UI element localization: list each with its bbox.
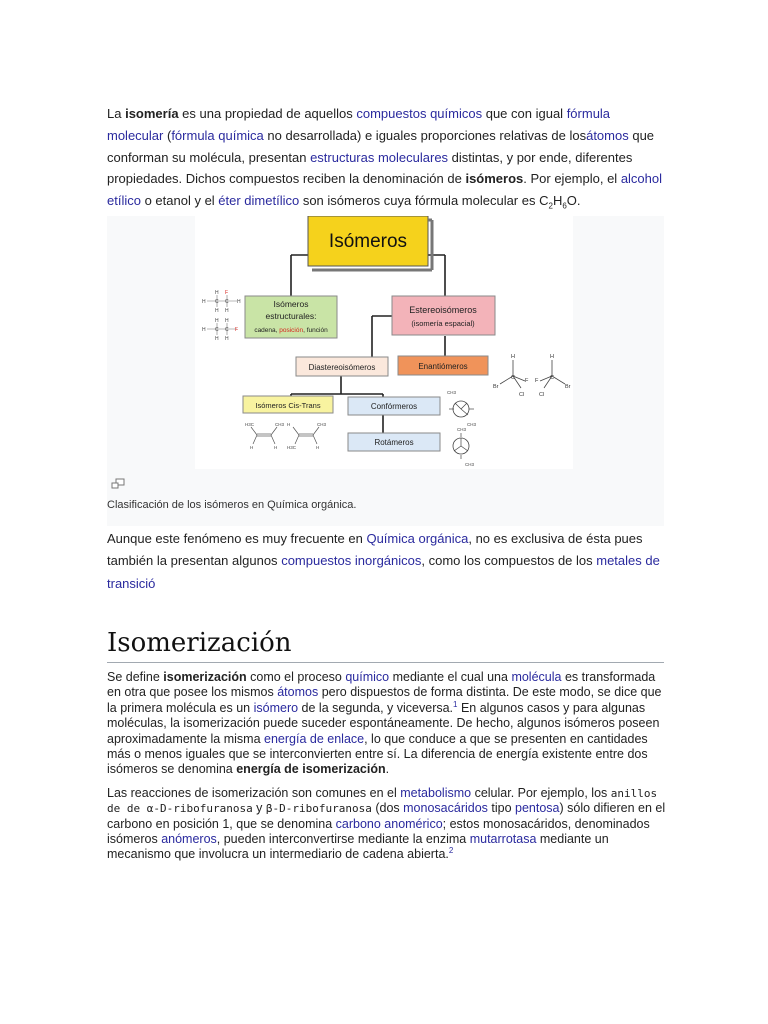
svg-text:H: H	[225, 318, 229, 324]
after-figure-paragraph	[107, 528, 667, 595]
svg-text:C: C	[225, 327, 229, 333]
magnify-icon[interactable]	[111, 478, 125, 490]
svg-text:Cl: Cl	[519, 392, 525, 398]
svg-text:H: H	[511, 354, 515, 360]
body-paragraph-2: Las reacciones de isomerización son comunes en el metabolismo celular. Por ejemplo, los anillos de de α-D-ribofuranosa y β-D-ribofuranosa (dos monosacáridos tipo pentosa) sólo difieren en el carbono en posición 1, que se denomina carbono anomérico; estos monosacáridos, denominados isómeros anómeros, pueden interconvertirse mediante la enzima mutarrotasa mediante un mecanismo que involucra un intermediario de cadena abierta.$^2$	[107, 785, 666, 862]
link-alcohol-etilico[interactable]: alcohol etílico	[107, 171, 663, 209]
intro-paragraph	[107, 103, 667, 212]
svg-text:H: H	[274, 445, 278, 450]
link-pentosa[interactable]: pentosa	[515, 801, 560, 816]
isomer-classification-diagram[interactable]	[195, 216, 573, 469]
svg-text:H: H	[237, 299, 241, 305]
intro-text: La isomería es una propiedad de aquellos compuestos químicos que con igual fórmula molecular (fórmula química no desarrollada) e iguales proporciones relativas de losátomos que conforman su molécula, presentan estructuras moleculares distintas, y por ende, diferentes propiedades. Dichos compuestos reciben la denominación de isómeros. Por ejemplo, el alcohol etílico o etanol y el éter dimetílico son isómeros cuya fórmula molecular es $C_2H_6O$.	[107, 106, 663, 211]
figure-caption: Clasificación de los isómeros en Química orgánica.	[107, 499, 357, 511]
svg-text:C: C	[215, 327, 219, 333]
link-monosacaridos[interactable]: monosacáridos	[403, 801, 488, 816]
svg-text:CH3: CH3	[275, 422, 285, 427]
after-figure-text: Aunque este fenómeno es muy frecuente en Química orgánica, no es exclusiva de ésta pues también la presentan algunos compuestos inorgánicos, como los compuestos de los metales de transició	[107, 531, 660, 591]
svg-text:F: F	[225, 290, 229, 296]
svg-text:H: H	[225, 336, 229, 342]
link-atomos[interactable]: átomos	[586, 127, 629, 143]
cis-molecule	[245, 422, 284, 450]
link-isomero[interactable]: isómero	[253, 700, 299, 715]
link-carbono-anomerico[interactable]: carbono anomérico	[335, 816, 443, 831]
isomeros-term: isómeros	[465, 171, 524, 187]
svg-text:C: C	[550, 375, 554, 381]
link-quimico[interactable]: químico	[345, 670, 390, 684]
svg-text:Cl: Cl	[539, 392, 545, 398]
svg-text:H: H	[250, 445, 254, 450]
link-compuestos-quimicos[interactable]: compuestos químicos	[356, 106, 483, 121]
root-label: Isómeros	[328, 231, 408, 252]
section-body	[107, 670, 672, 871]
link-formula-molecular[interactable]: fórmula molecular	[107, 106, 611, 143]
link-formula-quimica[interactable]: fórmula química	[171, 127, 264, 143]
svg-text:F: F	[535, 378, 539, 384]
enantiomer-molecule-2	[535, 354, 571, 398]
svg-text:H: H	[550, 354, 554, 360]
newman-projection-2	[453, 427, 474, 467]
conformeros-label: Confórmeros	[370, 402, 418, 411]
svg-text:CH3: CH3	[465, 462, 475, 467]
isomeria-term: isomería	[125, 106, 179, 121]
link-estructuras-moleculares[interactable]: estructuras moleculares	[310, 149, 449, 165]
svg-text:H: H	[287, 422, 291, 427]
svg-text:Br: Br	[493, 384, 499, 390]
reference-2[interactable]: 2	[448, 846, 454, 856]
svg-text:C: C	[215, 299, 219, 305]
enantiomer-molecule-1	[493, 354, 529, 398]
svg-text:C: C	[511, 375, 515, 381]
svg-text:H: H	[215, 290, 219, 296]
svg-text:F: F	[525, 378, 529, 384]
svg-text:H: H	[225, 308, 229, 314]
svg-text:F: F	[235, 327, 239, 333]
figure	[107, 216, 664, 526]
svg-text:CH3: CH3	[447, 390, 457, 395]
atom-h: H	[202, 299, 206, 305]
rotameros-label: Rotámeros	[374, 438, 414, 447]
svg-text:CH3: CH3	[467, 422, 477, 427]
stereo-label-1: Estereoisómeros	[409, 305, 477, 315]
svg-text:Br: Br	[565, 384, 571, 390]
diagram-svg	[195, 216, 573, 469]
trans-molecule	[287, 422, 326, 450]
body-paragraph-1: Se define isomerización como el proceso químico mediante el cual una molécula es transformada en otra que posee los mismos átomos pero dispuestos de forma distinta. De este modo, se dice que la primera molécula es un isómero de la segunda, y viceversa.$^1$ En algunos casos y para algunas moléculas, la isomerización puede suceder espontáneamente. De hecho, algunos isómeros poseen aproximadamente la misma energía de enlace, lo que conduce a que se presenten en cantidades más o menos iguales que se interconvierten entre sí. La diferencia de energía existente entre dos isómeros se denomina energía de isomerización.	[107, 670, 662, 777]
link-quimica-organica[interactable]: Química orgánica	[366, 531, 469, 546]
svg-text:H3C: H3C	[245, 422, 255, 427]
section-title: Isomerización	[107, 628, 664, 663]
svg-text:H: H	[215, 318, 219, 324]
diastereo-label: Diastereoisómeros	[308, 363, 376, 372]
link-eter-dimetilico[interactable]: éter dimetílico	[218, 193, 300, 209]
link-molecula[interactable]: molécula	[511, 670, 562, 684]
ethanol-formula	[202, 290, 241, 314]
svg-text:C: C	[225, 299, 229, 305]
svg-text:CH3: CH3	[457, 427, 467, 432]
link-atomos-body[interactable]: átomos	[277, 685, 319, 700]
stereo-box	[392, 296, 495, 335]
svg-text:H: H	[316, 445, 320, 450]
svg-text:H: H	[202, 327, 206, 333]
svg-text:H: H	[215, 336, 219, 342]
link-mutarrotasa[interactable]: mutarrotasa	[469, 832, 537, 847]
svg-text:H: H	[215, 308, 219, 314]
link-metales-transicion[interactable]: metales de transició	[107, 553, 660, 591]
link-energia-enlace[interactable]: energía de enlace	[264, 731, 365, 746]
link-anomeros[interactable]: anómeros	[161, 832, 217, 847]
svg-text:H3C: H3C	[287, 445, 297, 450]
structural-label-1: Isómeros	[273, 299, 309, 309]
svg-text:CH3: CH3	[317, 422, 327, 427]
link-metabolismo[interactable]: metabolismo	[400, 785, 472, 800]
link-compuestos-inorganicos[interactable]: compuestos inorgánicos	[281, 553, 422, 569]
reference-1[interactable]: 1	[453, 699, 458, 709]
cistrans-label: Isómeros Cis-Trans	[255, 401, 321, 410]
structural-label-3: cadena, posición, función	[254, 327, 328, 334]
newman-projection-1	[447, 390, 476, 427]
enantio-label: Enantiómeros	[418, 362, 468, 371]
structural-label-2: estructurales:	[265, 311, 317, 321]
stereo-label-2: (isomería espacial)	[411, 319, 475, 328]
isomer-formula	[202, 318, 238, 342]
